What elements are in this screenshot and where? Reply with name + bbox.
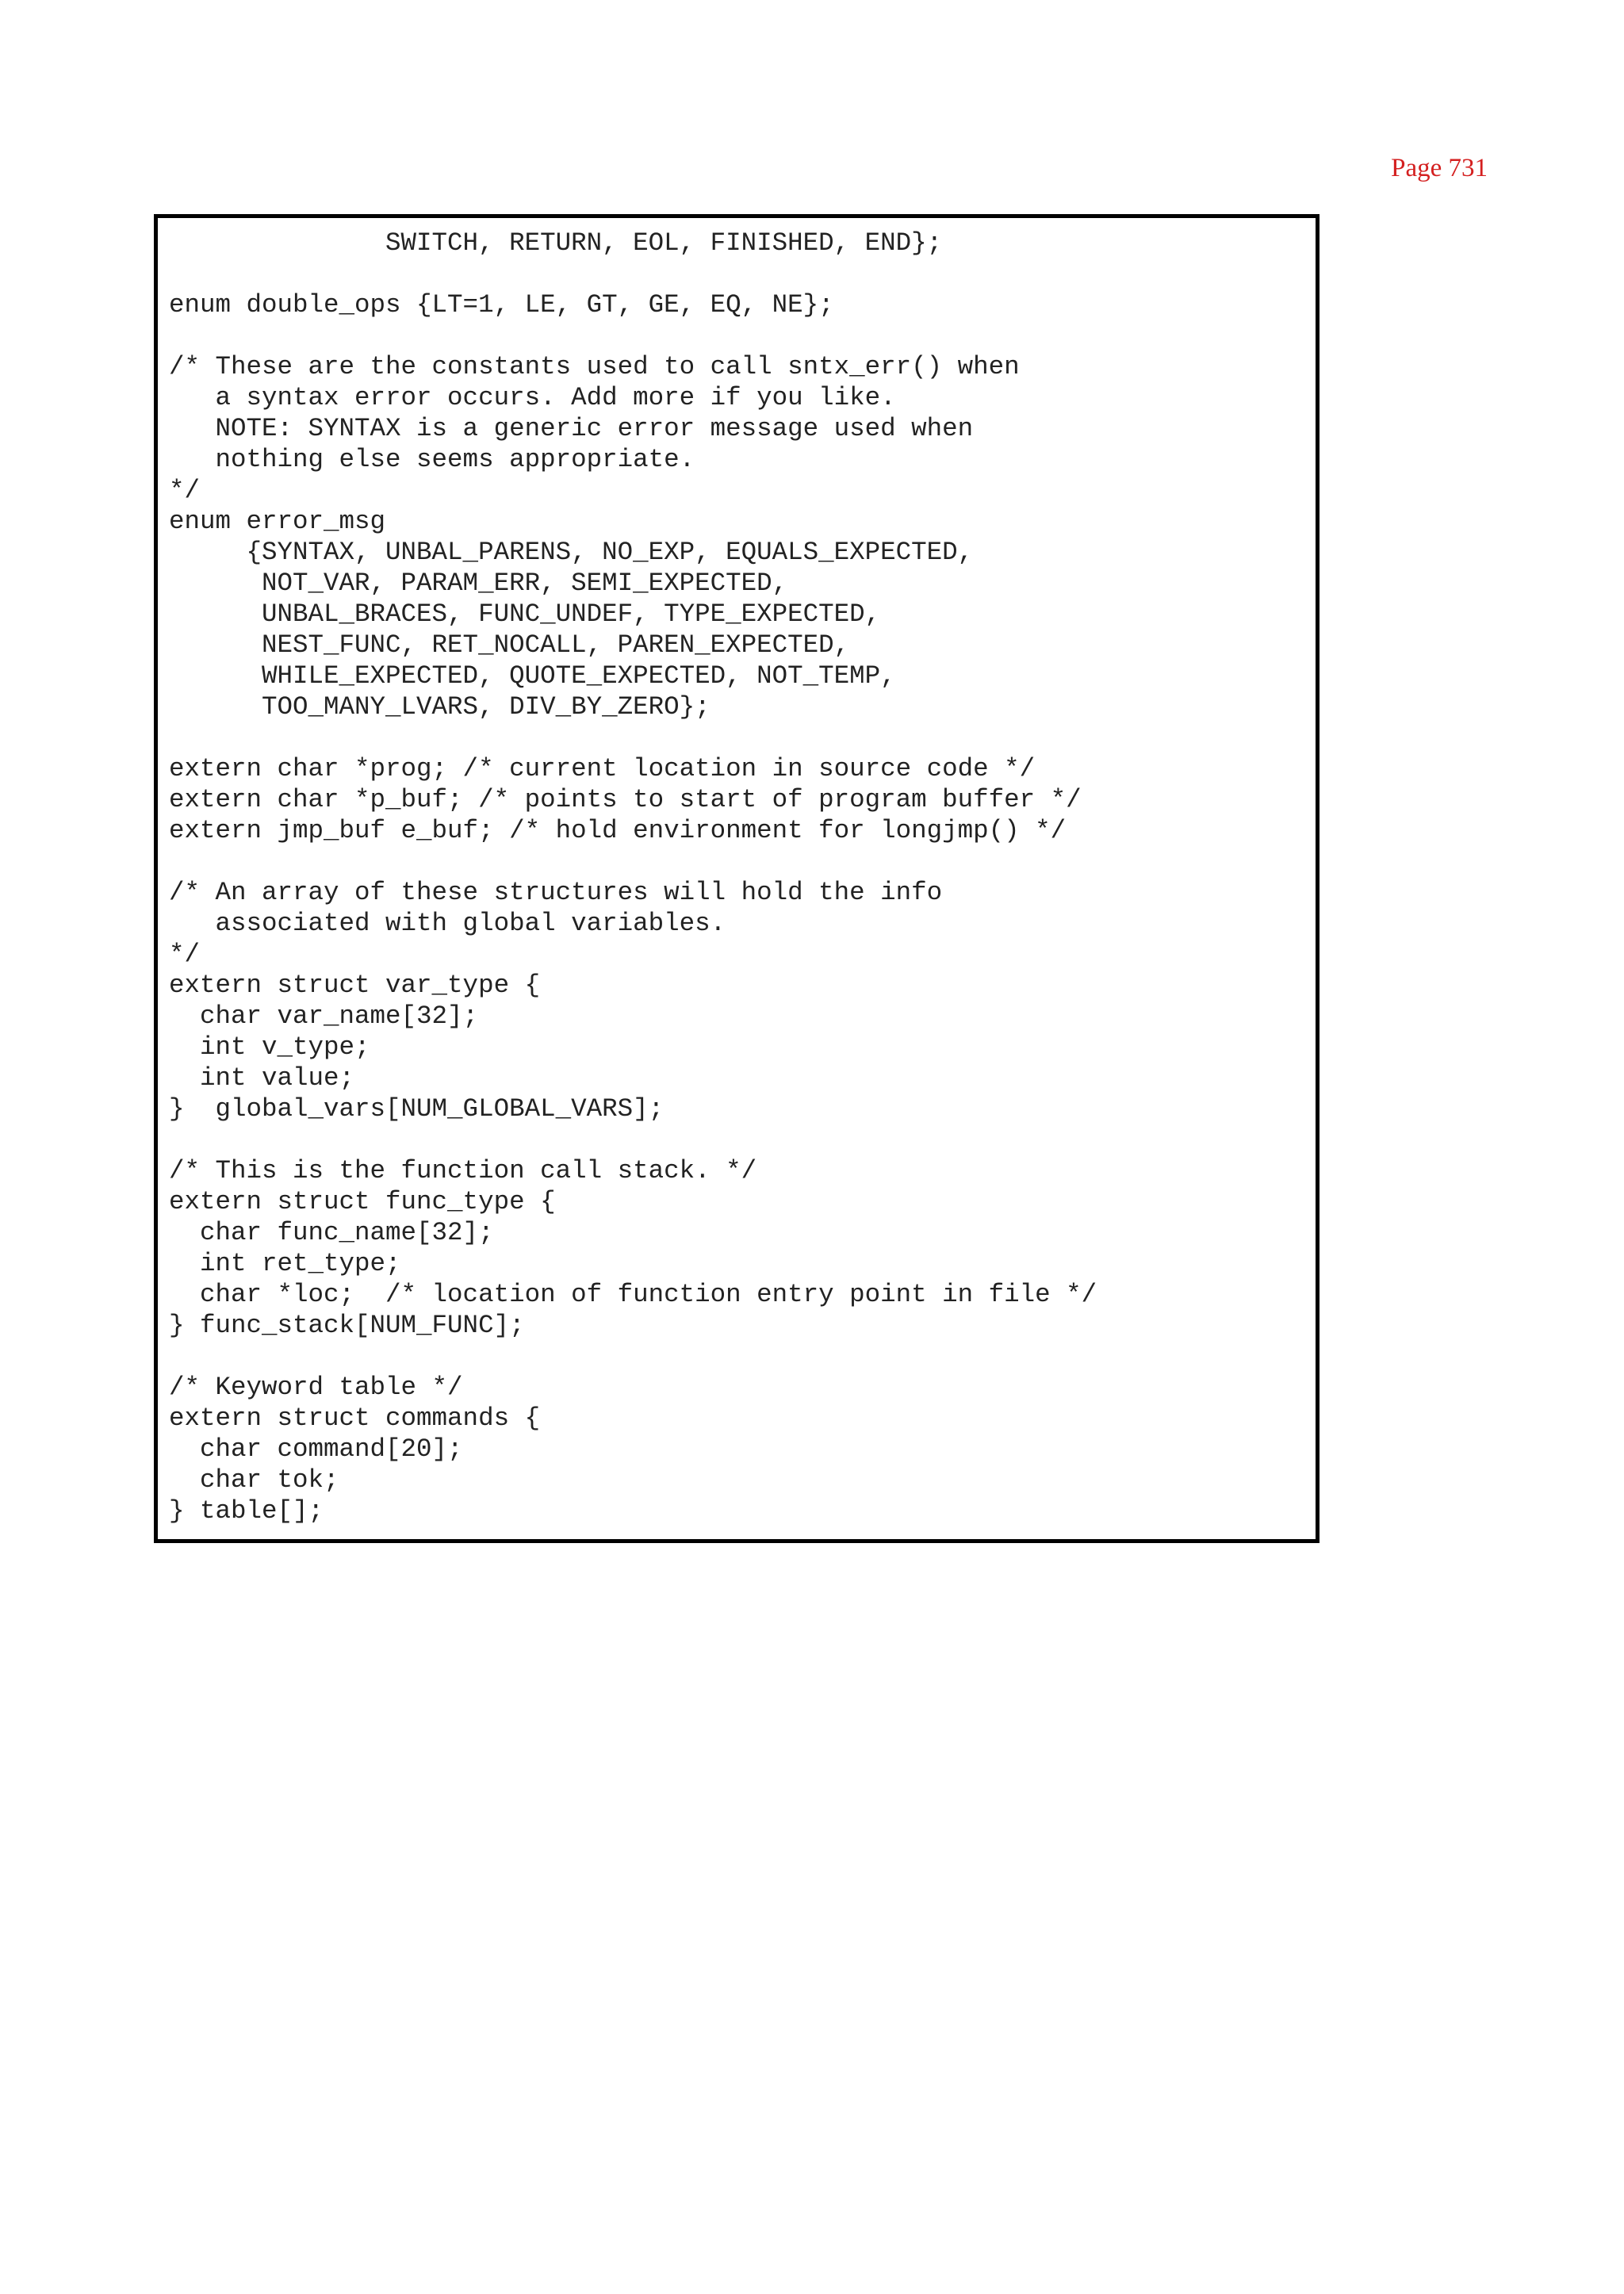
- code-line: */: [169, 476, 201, 505]
- code-line: [169, 320, 1097, 351]
- code-line: int v_type;: [169, 1032, 370, 1062]
- code-line: [169, 846, 1097, 877]
- code-line: /* These are the constants used to call sntx_err() when: [169, 352, 1020, 381]
- code-line: [169, 1124, 1097, 1155]
- code-line: extern struct var_type {: [169, 971, 541, 1000]
- code-line: NOT_VAR, PARAM_ERR, SEMI_EXPECTED,: [169, 569, 788, 598]
- code-listing: [169, 228, 1097, 1526]
- code-line: char *loc; /* location of function entry point in file */: [169, 1280, 1097, 1309]
- code-line: NOTE: SYNTAX is a generic error message used when: [169, 414, 974, 443]
- code-line: char command[20];: [169, 1434, 463, 1464]
- code-line: enum error_msg: [169, 507, 386, 536]
- code-line: a syntax error occurs. Add more if you like.: [169, 383, 896, 412]
- code-line: char var_name[32];: [169, 1001, 479, 1031]
- code-line: extern char *prog; /* current location in source code */: [169, 754, 1036, 783]
- page-number: Page 731: [1391, 154, 1488, 182]
- code-line: */: [169, 940, 201, 969]
- code-line: UNBAL_BRACES, FUNC_UNDEF, TYPE_EXPECTED,: [169, 599, 881, 629]
- code-line: /* An array of these structures will hold the info: [169, 878, 943, 907]
- code-line: [169, 259, 1097, 289]
- code-line: int ret_type;: [169, 1249, 401, 1278]
- code-line: WHILE_EXPECTED, QUOTE_EXPECTED, NOT_TEMP,: [169, 661, 896, 691]
- code-line: extern jmp_buf e_buf; /* hold environment for longjmp() */: [169, 816, 1067, 845]
- code-line: extern struct func_type {: [169, 1187, 556, 1216]
- code-line: } func_stack[NUM_FUNC];: [169, 1311, 525, 1340]
- code-line: /* Keyword table */: [169, 1373, 463, 1402]
- code-line: char func_name[32];: [169, 1218, 494, 1247]
- code-line: SWITCH, RETURN, EOL, FINISHED, END};: [169, 228, 943, 258]
- code-line: /* This is the function call stack. */: [169, 1156, 757, 1185]
- code-line: } table[];: [169, 1496, 324, 1526]
- code-line: [169, 1341, 1097, 1372]
- code-line: [169, 722, 1097, 753]
- code-line: TOO_MANY_LVARS, DIV_BY_ZERO};: [169, 692, 710, 722]
- code-line: } global_vars[NUM_GLOBAL_VARS];: [169, 1094, 665, 1124]
- code-line: int value;: [169, 1063, 355, 1093]
- code-line: associated with global variables.: [169, 909, 726, 938]
- code-line: {SYNTAX, UNBAL_PARENS, NO_EXP, EQUALS_EXPECTED,: [169, 538, 974, 567]
- code-line: extern char *p_buf; /* points to start of program buffer */: [169, 785, 1082, 814]
- code-listing-box: [154, 214, 1320, 1543]
- code-line: enum double_ops {LT=1, LE, GT, GE, EQ, NE};: [169, 290, 834, 320]
- code-line: NEST_FUNC, RET_NOCALL, PAREN_EXPECTED,: [169, 630, 850, 660]
- code-line: nothing else seems appropriate.: [169, 445, 695, 474]
- code-line: extern struct commands {: [169, 1404, 541, 1433]
- code-line: char tok;: [169, 1465, 339, 1495]
